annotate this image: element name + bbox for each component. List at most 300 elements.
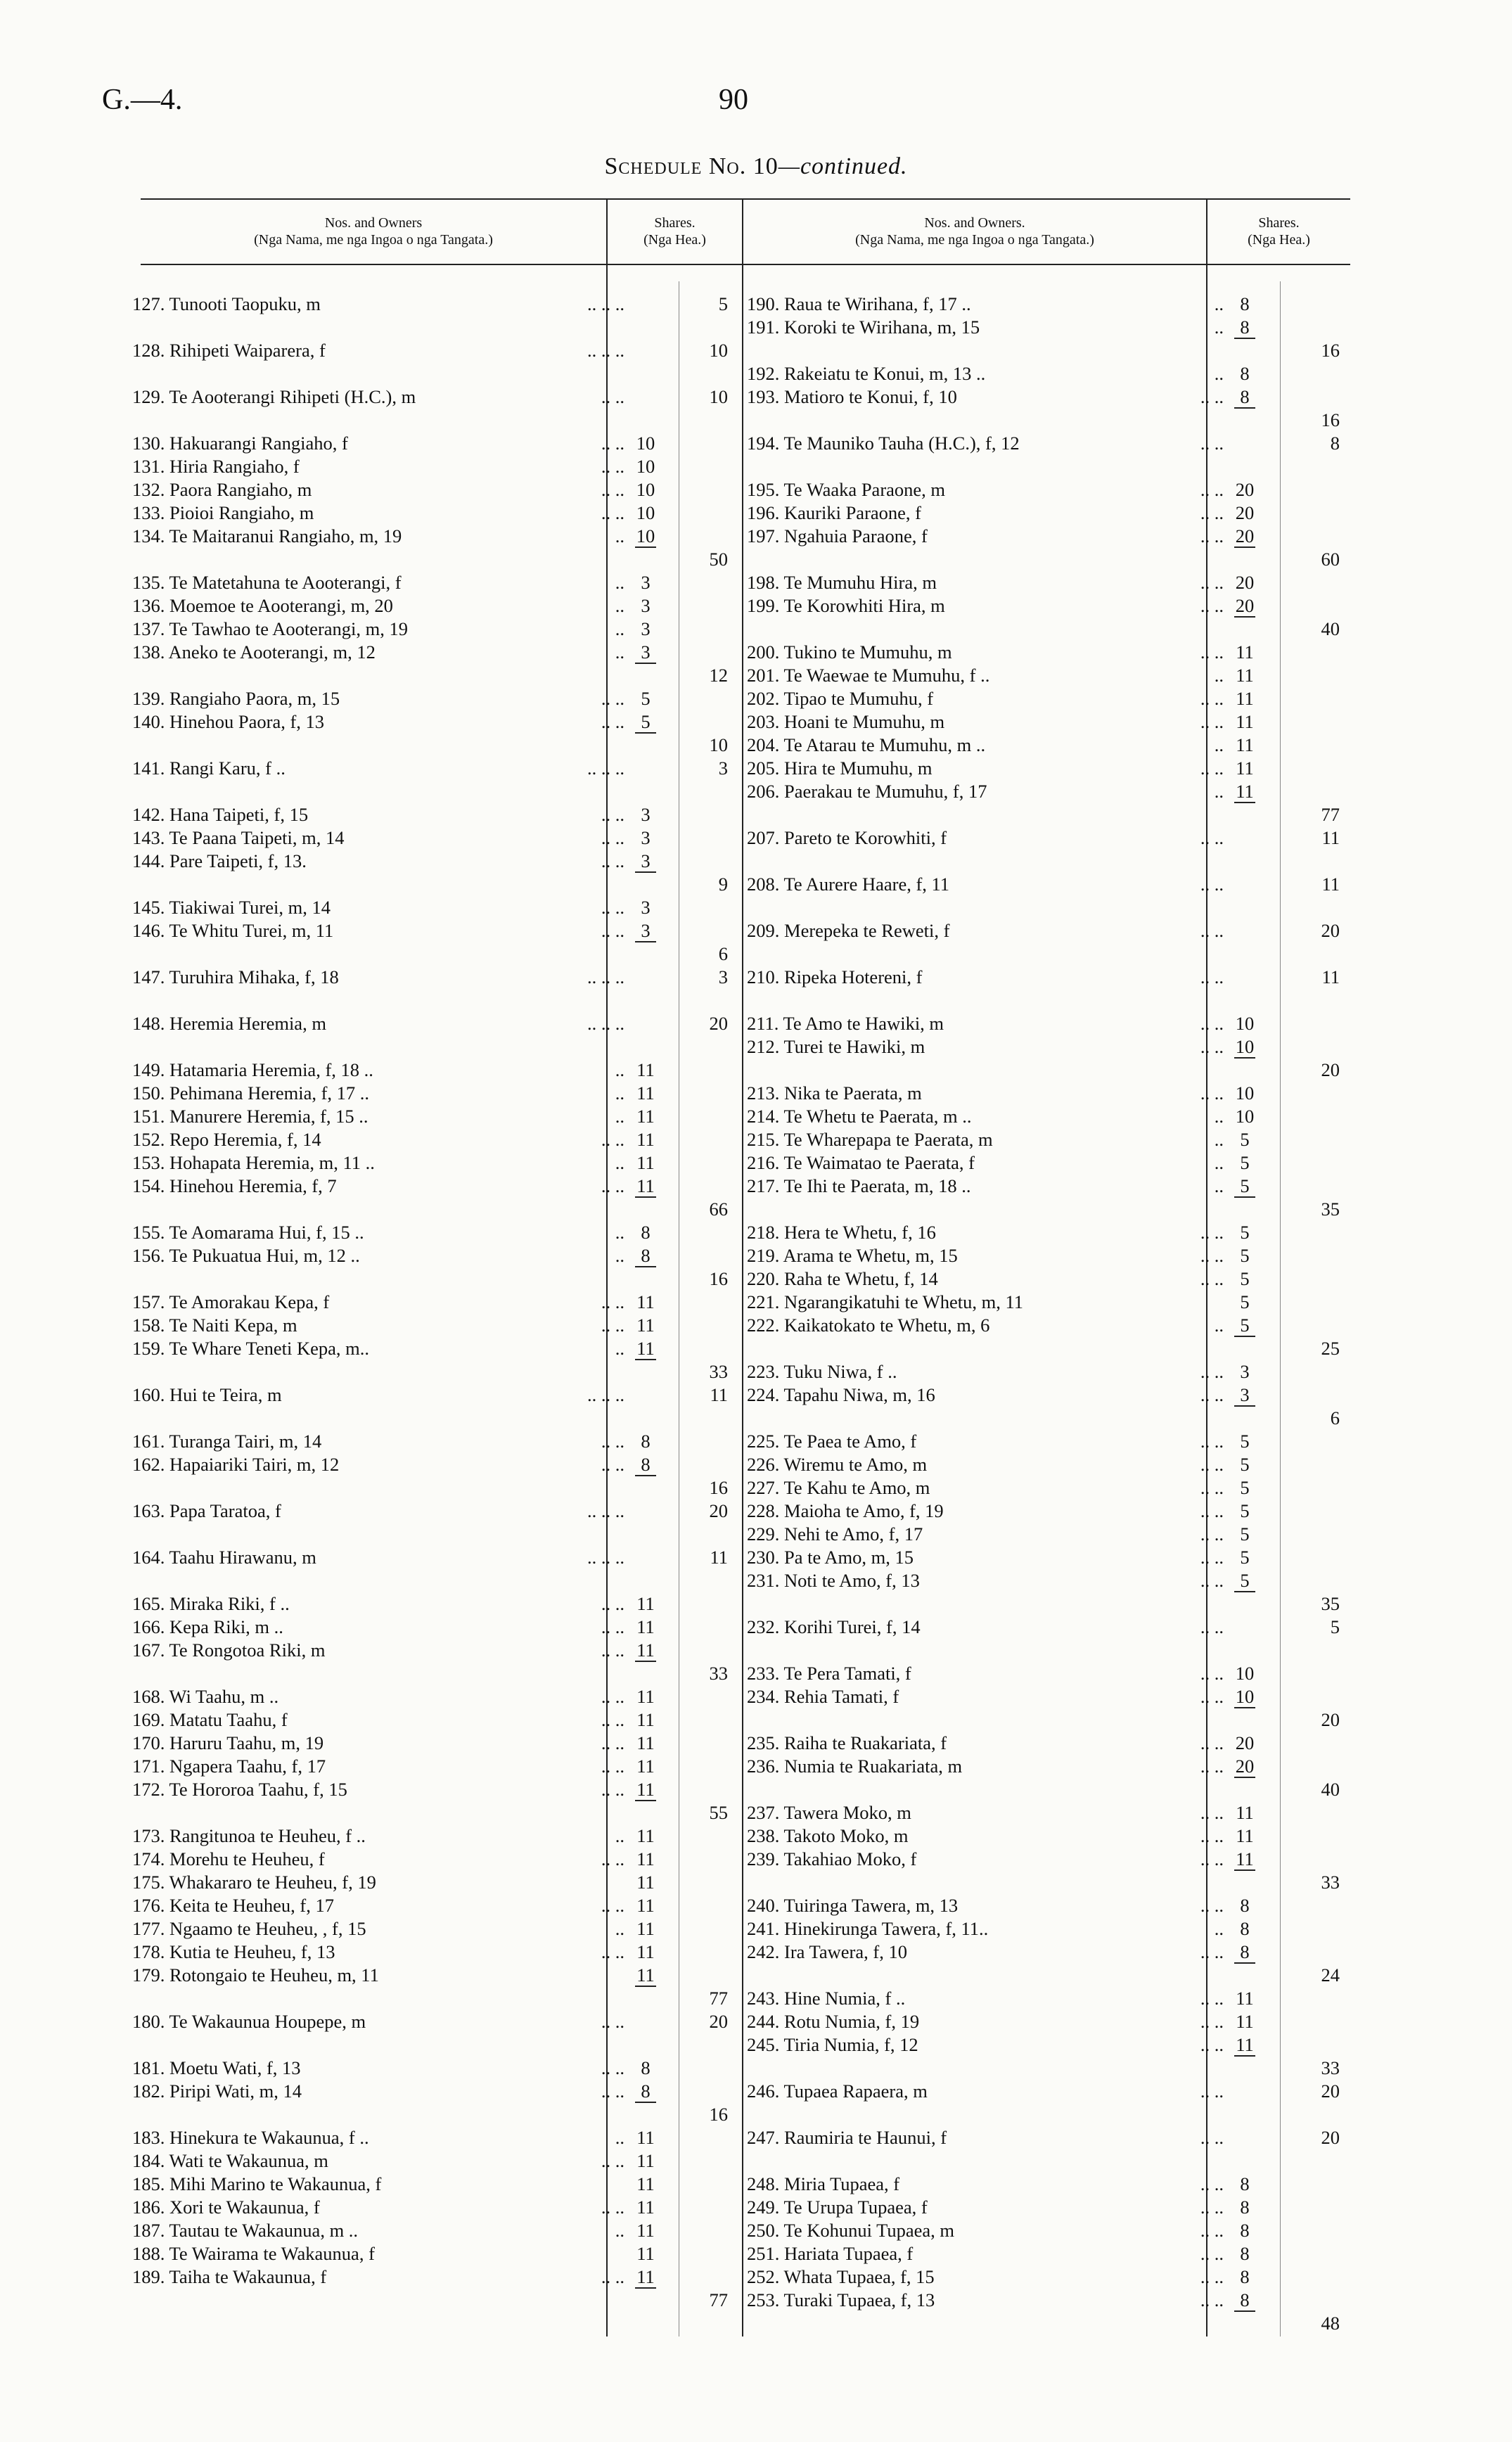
- leader-dots: .. ..: [601, 1756, 624, 1777]
- leader-dots: ..: [615, 618, 624, 639]
- share-value: 11: [1236, 665, 1254, 686]
- owner-row: [0, 1220, 1512, 1244]
- page-reference: G.—4.: [102, 84, 183, 116]
- owner-row: [0, 2125, 1512, 2149]
- leader-dots: ..: [1214, 363, 1224, 384]
- owner-row: [0, 710, 1512, 734]
- subtotal-value: 16: [709, 1477, 728, 1498]
- share-total: 3: [718, 757, 728, 779]
- share-value: 3: [641, 641, 651, 663]
- share-value: 5: [1240, 1315, 1250, 1336]
- subtotal-rule: [1234, 546, 1255, 548]
- owner-name: 186. Xori te Wakaunua, f: [132, 2197, 320, 2218]
- subtotal-value: 50: [709, 549, 728, 570]
- leader-dots: ..: [1214, 665, 1224, 686]
- share-value: 5: [1240, 1547, 1250, 1568]
- subtotal-value: 25: [1321, 1338, 1340, 1359]
- owner-name: 139. Rangiaho Paora, m, 15: [132, 688, 340, 709]
- owner-name: 180. Te Wakaunua Houpepe, m: [132, 2011, 366, 2032]
- subtotal-value: 33: [1321, 2057, 1340, 2078]
- owner-row: [0, 1917, 1512, 1941]
- owner-name: 141. Rangi Karu, f ..: [132, 757, 286, 779]
- share-value: 5: [1240, 1129, 1250, 1150]
- subtotal-value: 16: [1321, 340, 1340, 361]
- share-value: 11: [1236, 1802, 1254, 1823]
- owner-name: 215. Te Wharepapa te Paerata, m: [747, 1129, 993, 1150]
- share-value: 10: [1235, 1036, 1255, 1057]
- owner-name: 184. Wati te Wakaunua, m: [132, 2150, 328, 2171]
- leader-dots: ..: [615, 1059, 624, 1080]
- share-value: 3: [641, 920, 651, 941]
- leader-dots: .. ..: [601, 1593, 624, 1614]
- share-value: 11: [1236, 1848, 1254, 1869]
- owner-name: 173. Rangitunoa te Heuheu, f ..: [132, 1825, 366, 1846]
- share-value: 8: [1240, 2266, 1250, 2287]
- subtotal-value: 33: [1321, 1872, 1340, 1893]
- owner-name: 174. Morehu te Heuheu, f: [132, 1848, 325, 1869]
- owner-name: 214. Te Whetu te Paerata, m ..: [747, 1106, 972, 1127]
- owner-row: [0, 1824, 1512, 1848]
- share-value: 11: [636, 1338, 655, 1359]
- owner-name: 135. Te Matetahuna te Aooterangi, f: [132, 572, 402, 593]
- share-value: 5: [641, 688, 651, 709]
- share-value: 11: [1236, 734, 1254, 755]
- owner-row: [0, 385, 1512, 409]
- owner-name: 181. Moetu Wati, f, 13: [132, 2057, 301, 2078]
- share-value: 11: [636, 2243, 655, 2264]
- owner-name: 208. Te Aurere Haare, f, 11: [747, 874, 950, 895]
- subtotal-rule: [1234, 1336, 1255, 1337]
- leader-dots: .. ..: [601, 711, 624, 732]
- owner-name: 143. Te Paana Taipeti, m, 14: [132, 827, 345, 848]
- leader-dots: .. ..: [1200, 1756, 1224, 1777]
- share-value: 11: [636, 1106, 655, 1127]
- leader-dots: .. ..: [1200, 1570, 1224, 1591]
- owner-row: [0, 1127, 1512, 1151]
- leader-dots: .. .. ..: [587, 757, 624, 779]
- leader-dots: .. ..: [1200, 2127, 1224, 2148]
- share-value: 11: [636, 1941, 655, 1962]
- owner-name: 144. Pare Taipeti, f, 13.: [132, 850, 307, 871]
- share-value: 5: [1240, 1245, 1250, 1266]
- leader-dots: .. ..: [1200, 1384, 1224, 1405]
- share-value: 8: [641, 1454, 651, 1475]
- owner-name: 162. Hapaiariki Tairi, m, 12: [132, 1454, 340, 1475]
- share-value: 11: [1236, 2034, 1254, 2055]
- owner-row: [0, 756, 1512, 780]
- leader-dots: ..: [615, 525, 624, 546]
- owner-row: [0, 1267, 1512, 1291]
- owner-name: 253. Turaki Tupaea, f, 13: [747, 2289, 935, 2310]
- leader-dots: .. ..: [601, 1431, 624, 1452]
- leader-dots: ..: [1214, 1106, 1224, 1127]
- owner-name: 153. Hohapata Heremia, m, 11 ..: [132, 1152, 375, 1173]
- leader-dots: .. ..: [601, 1616, 624, 1637]
- owner-name: 161. Turanga Tairi, m, 14: [132, 1431, 322, 1452]
- owner-name: 176. Keita te Heuheu, f, 17: [132, 1895, 334, 1916]
- owner-row: [0, 1429, 1512, 1453]
- owner-name: 158. Te Naiti Kepa, m: [132, 1315, 297, 1336]
- owner-name: 233. Te Pera Tamati, f: [747, 1663, 911, 1684]
- subtotal-value: 60: [1321, 549, 1340, 570]
- owner-name: 220. Raha te Whetu, f, 14: [747, 1268, 938, 1289]
- owner-name: 191. Koroki te Wirihana, m, 15: [747, 317, 980, 338]
- leader-dots: .. ..: [1200, 1941, 1224, 1962]
- owner-name: 132. Paora Rangiaho, m: [132, 479, 312, 500]
- owner-name: 200. Tukino te Mumuhu, m: [747, 641, 952, 663]
- owner-name: 157. Te Amorakau Kepa, f: [132, 1291, 330, 1312]
- owner-name: 151. Manurere Heremia, f, 15 ..: [132, 1106, 369, 1127]
- leader-dots: .. ..: [601, 433, 624, 454]
- owner-row: [0, 1545, 1512, 1569]
- share-total: 20: [1321, 920, 1340, 941]
- owner-name: 238. Takoto Moko, m: [747, 1825, 909, 1846]
- share-value: 8: [1240, 293, 1250, 314]
- leader-dots: .. ..: [601, 1315, 624, 1336]
- share-value: 5: [1240, 1570, 1250, 1591]
- owner-name: 248. Miria Tupaea, f: [747, 2173, 900, 2194]
- leader-dots: .. ..: [1200, 2243, 1224, 2264]
- subtotal-rule: [1234, 802, 1255, 803]
- share-total: 10: [709, 386, 728, 407]
- share-value: 11: [636, 1895, 655, 1916]
- share-value: 11: [636, 1291, 655, 1312]
- leader-dots: ..: [615, 641, 624, 663]
- leader-dots: .. ..: [601, 1291, 624, 1312]
- share-total: 20: [709, 1500, 728, 1521]
- share-value: 3: [641, 897, 651, 918]
- owner-row: [0, 779, 1512, 803]
- subtotal-value: 35: [1321, 1198, 1340, 1220]
- owner-name: 192. Rakeiatu te Konui, m, 13 ..: [747, 363, 986, 384]
- leader-dots: .. ..: [1200, 1013, 1224, 1034]
- share-total: 20: [709, 2011, 728, 2032]
- owner-name: 182. Piripi Wati, m, 14: [132, 2080, 302, 2102]
- leader-dots: .. ..: [1200, 433, 1224, 454]
- owner-row: [0, 1174, 1512, 1198]
- subtotal-rule: [1234, 1405, 1255, 1407]
- owner-name: 203. Hoani te Mumuhu, m: [747, 711, 945, 732]
- owner-name: 129. Te Aooterangi Rihipeti (H.C.), m: [132, 386, 416, 407]
- owner-row: [0, 1522, 1512, 1546]
- leader-dots: .. .. ..: [587, 1547, 624, 1568]
- subtotal-value: 40: [1321, 1779, 1340, 1800]
- share-value: 10: [636, 479, 655, 500]
- owner-name: 239. Takahiao Moko, f: [747, 1848, 917, 1869]
- leader-dots: .. ..: [1200, 2034, 1224, 2055]
- share-value: 5: [1240, 1431, 1250, 1452]
- leader-dots: .. ..: [601, 502, 624, 523]
- leader-dots: .. ..: [1200, 1802, 1224, 1823]
- share-value: 8: [1240, 1918, 1250, 1939]
- owner-name: 251. Hariata Tupaea, f: [747, 2243, 914, 2264]
- leader-dots: .. ..: [1200, 1848, 1224, 1869]
- owner-name: 164. Taahu Hirawanu, m: [132, 1547, 316, 1568]
- owner-row: [0, 2195, 1512, 2219]
- subtotal-value: 40: [1321, 618, 1340, 639]
- share-value: 11: [1236, 781, 1254, 802]
- owner-name: 207. Pareto te Korowhiti, f: [747, 827, 947, 848]
- share-value: 3: [1240, 1361, 1250, 1382]
- leader-dots: .. ..: [1200, 1431, 1224, 1452]
- owner-name: 237. Tawera Moko, m: [747, 1802, 911, 1823]
- leader-dots: .. ..: [1200, 1547, 1224, 1568]
- owner-row: [0, 315, 1512, 339]
- subtotal-rule: [1234, 1707, 1255, 1708]
- leader-dots: .. ..: [601, 1941, 624, 1962]
- owner-row: [0, 570, 1512, 594]
- leader-dots: .. .. ..: [587, 966, 624, 987]
- leader-dots: ..: [615, 1106, 624, 1127]
- subtotal-value: 10: [709, 734, 728, 755]
- owner-name: 138. Aneko te Aooterangi, m, 12: [132, 641, 376, 663]
- share-value: 11: [636, 1059, 655, 1080]
- leader-dots: .. .. ..: [587, 1500, 624, 1521]
- share-value: 8: [1240, 317, 1250, 338]
- leader-dots: ..: [615, 1338, 624, 1359]
- owner-name: 227. Te Kahu te Amo, m: [747, 1477, 930, 1498]
- subtotal-rule: [1234, 1869, 1255, 1871]
- share-value: 11: [1236, 1988, 1254, 2009]
- owner-row: [0, 1754, 1512, 1778]
- subtotal-value: 6: [1330, 1407, 1340, 1428]
- owner-row: [0, 524, 1512, 548]
- share-value: 5: [1240, 1175, 1250, 1196]
- subtotal-rule: [1234, 1057, 1255, 1059]
- owner-name: 159. Te Whare Teneti Kepa, m..: [132, 1338, 370, 1359]
- leader-dots: ..: [615, 572, 624, 593]
- subtotal-rule: [1234, 2055, 1255, 2057]
- share-value: 3: [1240, 1384, 1250, 1405]
- owner-name: 232. Korihi Turei, f, 14: [747, 1616, 921, 1637]
- leader-dots: .. .. ..: [587, 293, 624, 314]
- leader-dots: .. ..: [601, 2011, 624, 2032]
- owner-name: 241. Hinekirunga Tawera, f, 11..: [747, 1918, 989, 1939]
- subtotal-value: 55: [709, 1802, 728, 1823]
- owner-name: 150. Pehimana Heremia, f, 17 ..: [132, 1082, 370, 1104]
- leader-dots: ..: [1214, 1175, 1224, 1196]
- leader-dots: ..: [615, 1222, 624, 1243]
- owner-row: [0, 1151, 1512, 1175]
- leader-dots: .. ..: [1200, 2011, 1224, 2032]
- owner-name: 163. Papa Taratoa, f: [132, 1500, 281, 1521]
- leader-dots: .. ..: [601, 827, 624, 848]
- share-value: 5: [1240, 1291, 1250, 1312]
- owner-name: 183. Hinekura te Wakaunua, f ..: [132, 2127, 369, 2148]
- leader-dots: ..: [615, 1918, 624, 1939]
- subtotal-rule: [1234, 1777, 1255, 1778]
- share-total: 11: [1321, 827, 1340, 848]
- owner-name: 246. Tupaea Rapaera, m: [747, 2080, 928, 2102]
- share-total: 11: [710, 1384, 728, 1405]
- leader-dots: .. ..: [1200, 1500, 1224, 1521]
- subtotal-rule: [1234, 616, 1255, 618]
- share-value: 5: [1240, 1523, 1250, 1545]
- owner-name: 209. Merepeka te Reweti, f: [747, 920, 950, 941]
- owner-name: 217. Te Ihi te Paerata, m, 18 ..: [747, 1175, 971, 1196]
- share-value: 8: [641, 1431, 651, 1452]
- owner-row: [0, 663, 1512, 687]
- share-value: 11: [636, 2127, 655, 2148]
- leader-dots: ..: [1214, 317, 1224, 338]
- leader-dots: ..: [1214, 293, 1224, 314]
- share-value: 11: [1236, 2011, 1254, 2032]
- owner-name: 131. Hiria Rangiaho, f: [132, 456, 300, 477]
- owner-name: 185. Mihi Marino te Wakaunua, f: [132, 2173, 382, 2194]
- share-total: 11: [710, 1547, 728, 1568]
- owner-row: [0, 640, 1512, 664]
- share-value: 11: [636, 2220, 655, 2241]
- owner-row: [0, 292, 1512, 316]
- owner-name: 190. Raua te Wirihana, f, 17 ..: [747, 293, 971, 314]
- owner-name: 211. Te Amo te Hawiki, m: [747, 1013, 944, 1034]
- share-value: 11: [636, 1732, 655, 1753]
- share-total: 20: [1321, 2080, 1340, 2102]
- share-value: 10: [1235, 1686, 1255, 1707]
- share-total: 11: [1321, 874, 1340, 895]
- owner-name: 212. Turei te Hawiki, m: [747, 1036, 925, 1057]
- leader-dots: .. ..: [601, 479, 624, 500]
- share-value: 11: [636, 1315, 655, 1336]
- owner-name: 146. Te Whitu Turei, m, 11: [132, 920, 334, 941]
- subtotal-value: 77: [709, 2289, 728, 2310]
- owner-name: 130. Hakuarangi Rangiaho, f: [132, 433, 348, 454]
- owner-name: 189. Taiha te Wakaunua, f: [132, 2266, 327, 2287]
- owner-row: [0, 1801, 1512, 1824]
- owner-name: 228. Maioha te Amo, f, 19: [747, 1500, 944, 1521]
- schedule-continued: —continued.: [778, 153, 908, 179]
- share-value: 20: [1235, 1756, 1255, 1777]
- leader-dots: .. ..: [1200, 1222, 1224, 1243]
- owner-row: [0, 594, 1512, 618]
- share-value: 8: [641, 2057, 651, 2078]
- owner-row: [0, 1360, 1512, 1383]
- subtotal-rule: [1234, 407, 1255, 409]
- share-value: 3: [641, 595, 651, 616]
- owner-name: 224. Tapahu Niwa, m, 16: [747, 1384, 935, 1405]
- owner-name: 206. Paerakau te Mumuhu, f, 17: [747, 781, 987, 802]
- subtotal-value: 16: [709, 2104, 728, 2125]
- share-value: 11: [636, 1686, 655, 1707]
- leader-dots: .. ..: [601, 1848, 624, 1869]
- owner-row: [0, 1104, 1512, 1128]
- share-value: 8: [1240, 2173, 1250, 2194]
- leader-dots: .. .. ..: [587, 340, 624, 361]
- leader-dots: ..: [615, 595, 624, 616]
- owner-name: 127. Tunooti Taopuku, m: [132, 293, 321, 314]
- share-value: 10: [1235, 1106, 1255, 1127]
- owner-name: 249. Te Urupa Tupaea, f: [747, 2197, 928, 2218]
- owner-row: [0, 1940, 1512, 1964]
- owner-name: 230. Pa te Amo, m, 15: [747, 1547, 914, 1568]
- header-left-shares: Shares. (Nga Hea.): [643, 215, 706, 248]
- owner-name: 247. Raumiria te Haunui, f: [747, 2127, 947, 2148]
- share-total: 5: [1330, 1616, 1340, 1637]
- owner-name: 204. Te Atarau te Mumuhu, m ..: [747, 734, 986, 755]
- header-right-shares: Shares. (Nga Hea.): [1248, 215, 1310, 248]
- leader-dots: .. ..: [1200, 1268, 1224, 1289]
- share-value: 10: [636, 502, 655, 523]
- owner-row: [0, 686, 1512, 710]
- owner-row: [0, 1244, 1512, 1267]
- leader-dots: .. ..: [601, 1639, 624, 1661]
- owner-name: 202. Tipao te Mumuhu, f: [747, 688, 934, 709]
- owner-row: [0, 965, 1512, 989]
- leader-dots: .. ..: [1200, 572, 1224, 593]
- owner-row: [0, 1476, 1512, 1500]
- leader-dots: .. ..: [1200, 1686, 1224, 1707]
- owner-row: [0, 2009, 1512, 2033]
- owner-row: [0, 2033, 1512, 2057]
- owner-name: 236. Numia te Ruakariata, m: [747, 1756, 963, 1777]
- owner-row: [0, 1011, 1512, 1035]
- owner-name: 147. Turuhira Mihaka, f, 18: [132, 966, 339, 987]
- owner-name: 172. Te Hororoa Taahu, f, 15: [132, 1779, 347, 1800]
- leader-dots: .. ..: [1200, 595, 1224, 616]
- share-value: 5: [641, 711, 651, 732]
- share-value: 11: [636, 1639, 655, 1661]
- share-value: 11: [636, 2197, 655, 2218]
- subtotal-value: 66: [709, 1198, 728, 1220]
- leader-dots: .. ..: [1200, 502, 1224, 523]
- owner-name: 222. Kaikatokato te Whetu, m, 6: [747, 1315, 990, 1336]
- owner-name: 242. Ira Tawera, f, 10: [747, 1941, 907, 1962]
- leader-dots: ..: [1214, 1315, 1224, 1336]
- share-value: 3: [641, 618, 651, 639]
- leader-dots: .. ..: [1200, 386, 1224, 407]
- owner-name: 234. Rehia Tamati, f: [747, 1686, 899, 1707]
- share-value: 11: [636, 1848, 655, 1869]
- leader-dots: ..: [615, 1245, 624, 1266]
- owner-name: 225. Te Paea te Amo, f: [747, 1431, 917, 1452]
- share-value: 5: [1240, 1454, 1250, 1475]
- leader-dots: .. ..: [1200, 757, 1224, 779]
- owner-name: 240. Tuiringa Tawera, m, 13: [747, 1895, 959, 1916]
- owner-name: 198. Te Mumuhu Hira, m: [747, 572, 937, 593]
- owner-name: 133. Pioioi Rangiaho, m: [132, 502, 314, 523]
- header-left-owners: Nos. and Owners (Nga Nama, me nga Ingoa o nga Tangata.): [254, 215, 493, 248]
- share-total: 3: [718, 966, 728, 987]
- owner-name: 167. Te Rongotoa Riki, m: [132, 1639, 326, 1661]
- leader-dots: .. ..: [601, 2080, 624, 2102]
- leader-dots: ..: [615, 2220, 624, 2241]
- share-value: 5: [1240, 1477, 1250, 1498]
- owner-name: 152. Repo Heremia, f, 14: [132, 1129, 321, 1150]
- owner-name: 197. Ngahuia Paraone, f: [747, 525, 928, 546]
- leader-dots: .. ..: [1200, 1895, 1224, 1916]
- leader-dots: .. ..: [1200, 1454, 1224, 1475]
- owner-name: 205. Hira te Mumuhu, m: [747, 757, 933, 779]
- owner-name: 199. Te Korowhiti Hira, m: [747, 595, 945, 616]
- share-value: 8: [1240, 2220, 1250, 2241]
- leader-dots: .. ..: [601, 804, 624, 825]
- leader-dots: ..: [1214, 1152, 1224, 1173]
- subtotal-value: 35: [1321, 1593, 1340, 1614]
- leader-dots: ..: [1214, 734, 1224, 755]
- leader-dots: .. ..: [1200, 525, 1224, 546]
- share-value: 11: [636, 1779, 655, 1800]
- owner-name: 229. Nehi te Amo, f, 17: [747, 1523, 923, 1545]
- share-value: 10: [636, 525, 655, 546]
- leader-dots: ..: [1214, 781, 1224, 802]
- owner-name: 195. Te Waaka Paraone, m: [747, 479, 946, 500]
- share-value: 20: [1235, 572, 1255, 593]
- owner-row: [0, 2172, 1512, 2196]
- leader-dots: .. ..: [1200, 874, 1224, 895]
- share-value: 10: [636, 433, 655, 454]
- owner-name: 137. Te Tawhao te Aooterangi, m, 19: [132, 618, 409, 639]
- owner-name: 156. Te Pukuatua Hui, m, 12 ..: [132, 1245, 360, 1266]
